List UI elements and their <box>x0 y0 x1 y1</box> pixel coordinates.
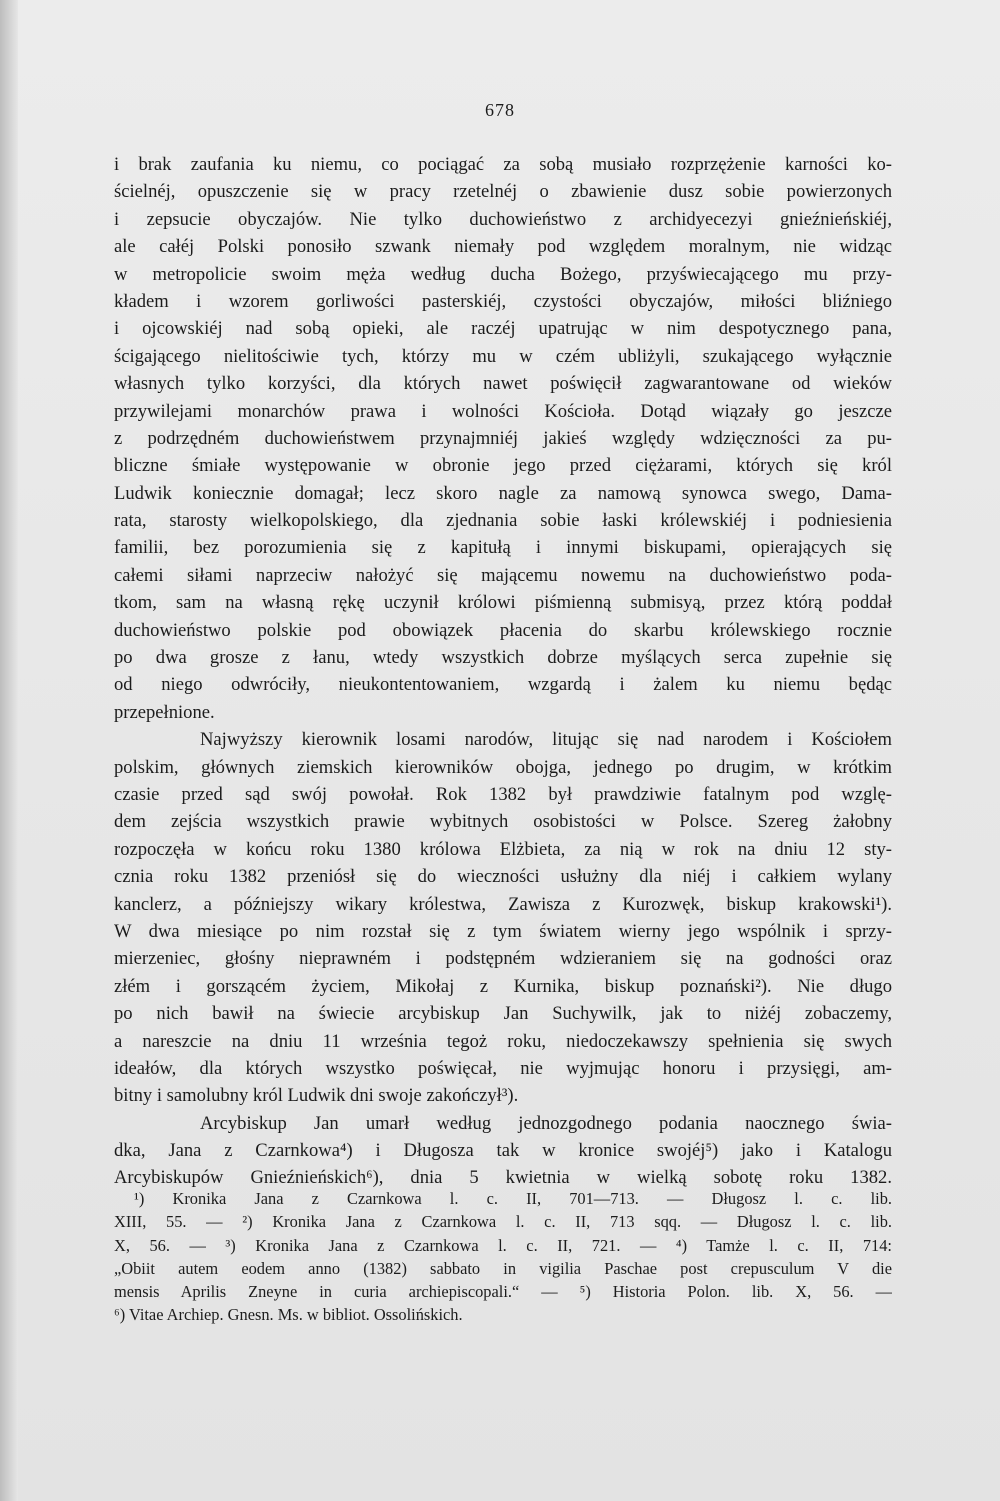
text-line: bliczne śmiałe występowanie w obronie jego przed ciężarami, których się król <box>114 455 892 477</box>
text-line: kładem i wzorem gorliwości pasterskiéj, czystości obyczajów, miłości bliźniego <box>114 290 892 312</box>
text-line: Najwyższy kierownik losami narodów, litując się nad narodem i Kościołem <box>200 729 892 751</box>
body-text <box>114 151 892 1192</box>
text-line: kanclerz, a późniejszy wikary królestwa, Zawisza z Kurozwęk, biskup krakowski¹). <box>114 893 892 915</box>
text-line: W dwa miesiące po nim rozstał się z tym światem wierny jego wspólnik i sprzy- <box>114 920 892 942</box>
text-line: Arcybiskupów Gnieźnieńskich⁶), dnia 5 kwietnia w wielką sobotę roku 1382. <box>114 1167 892 1189</box>
text-line: przepełnione. <box>114 701 215 723</box>
text-line: z podrzędném duchowieństwem przynajmniéj jakieś względy wdzięczności za pu- <box>114 427 892 449</box>
text-line: i brak zaufania ku niemu, co pociągać za sobą musiało rozprzężenie karności ko- <box>114 154 892 175</box>
text-line: od niego odwróciły, nieukontentowaniem, wzgardą i żalem ku niemu będąc <box>114 674 892 696</box>
text-line: i zepsucie obyczajów. Nie tylko duchowieństwo z archidyecezyi gnieźnieńskiéj, <box>114 208 892 230</box>
footnote-line: ¹) Kronika Jana z Czarnkowa l. c. II, 701—713. — Długosz l. c. lib. <box>134 1189 892 1208</box>
text-line: familii, bez porozumienia się z kapitułą i innymi biskupami, opierających się <box>114 537 892 559</box>
footnote-line: ⁶) Vitae Archiep. Gnesn. Ms. w bibliot. Ossolińskich. <box>114 1305 463 1325</box>
text-line: ale całéj Polski ponosiło szwank niemały pod względem moralnym, nie widząc <box>114 236 892 258</box>
text-line: ścigającego nielitościwie tych, którzy mu w czém ubliżyli, szukającego wyłącznie <box>114 345 892 367</box>
text-line: tkom, sam na własną rękę uczynił królowi piśmienną submisyą, przez którą poddał <box>114 592 892 614</box>
page-number: 678 <box>485 100 515 120</box>
text-line: po dwa grosze z łanu, wtedy wszystkich dobrze myślących serca zupełnie się <box>114 647 892 669</box>
text-line: cznia roku 1382 przeniósł się do wieczności usłużny dla niéj i całkiem wylany <box>114 866 892 888</box>
text-line: przywilejami monarchów prawa i wolności Kościoła. Dotąd wiązały go jeszcze <box>114 400 892 422</box>
text-line: polskim, głównych ziemskich kierowników obojga, jednego po drugim, w krótkim <box>114 756 892 778</box>
footnote-line: XIII, 55. — ²) Kronika Jana z Czarnkowa l. c. II, 713 sqq. — Długosz l. c. lib. <box>114 1212 892 1232</box>
footnotes <box>114 1187 892 1327</box>
text-line: Ludwik koniecznie domagał; lecz skoro nagle za namową synowca swego, Dama- <box>114 482 892 504</box>
text-line: mierzeniec, głośny nieprawném i podstępném wdzieraniem się na godności oraz <box>114 948 892 970</box>
text-line: dka, Jana z Czarnkowa⁴) i Długosza tak w kronice swojéj⁵) jako i Katalogu <box>114 1140 892 1162</box>
text-line: po nich bawił na świecie arcybiskup Jan Suchywilk, jak to niżéj zobaczemy, <box>114 1003 892 1025</box>
text-line: własnych tylko korzyści, dla których nawet poświęcił zagwarantowane od wieków <box>114 373 892 395</box>
text-line: bitny i samolubny król Ludwik dni swoje zakończył³). <box>114 1085 519 1107</box>
footnote-line: X, 56. — ³) Kronika Jana z Czarnkowa l. c. II, 721. — ⁴) Tamże l. c. II, 714: <box>114 1235 892 1255</box>
text-line: i ojcowskiéj nad sobą opieki, ale raczéj upatrując w nim despotycznego pana, <box>114 318 892 340</box>
text-line: duchowieństwo polskie pod obowiązek płacenia do skarbu królewskiego rocznie <box>114 619 892 641</box>
text-line: w metropolicie swoim męża według ducha Bożego, przyświecającego mu przy- <box>114 263 892 285</box>
page-gutter-shadow <box>0 0 18 1501</box>
text-line: ideałów, dla których wszystko poświęcał, nie wyjmując honoru i przysięgi, am- <box>114 1057 892 1079</box>
footnote-line: „Obiit autem eodem anno (1382) sabbato in vigilia Paschae post crepusculum V die <box>114 1258 892 1278</box>
text-line: całemi siłami naprzeciw nałożyć się mającemu nowemu na duchowieństwo poda- <box>114 564 892 586</box>
text-line: Arcybiskup Jan umarł według jednozgodnego podania naocznego świa- <box>200 1112 892 1134</box>
text-line: dem zejścia wszystkich prawie wybitnych osobistości w Polsce. Szereg żałobny <box>114 811 892 833</box>
footnote-line: mensis Aprilis Zneyne in curia archiepiscopali.“ — ⁵) Historia Polon. lib. X, 56. — <box>114 1282 892 1302</box>
text-line: ścielnéj, opuszczenie się w pracy rzetelnéj o zbawienie dusz sobie powierzonych <box>114 181 892 203</box>
text-line: rata, starosty wielkopolskiego, dla zjednania sobie łaski królewskiéj i podniesienia <box>114 510 892 532</box>
text-line: złém i gorszącém życiem, Mikołaj z Kurnika, biskup poznański²). Nie długo <box>114 975 892 997</box>
text-line: rozpoczęła w końcu roku 1380 królowa Elżbieta, za nią w rok na dniu 12 sty- <box>114 838 892 860</box>
text-line: a nareszcie na dniu 11 września tegoż roku, niedoczekawszy spełnienia się swych <box>114 1030 892 1052</box>
text-line: czasie przed sąd swój powołał. Rok 1382 był prawdziwie fatalnym pod wzglę- <box>114 783 892 805</box>
